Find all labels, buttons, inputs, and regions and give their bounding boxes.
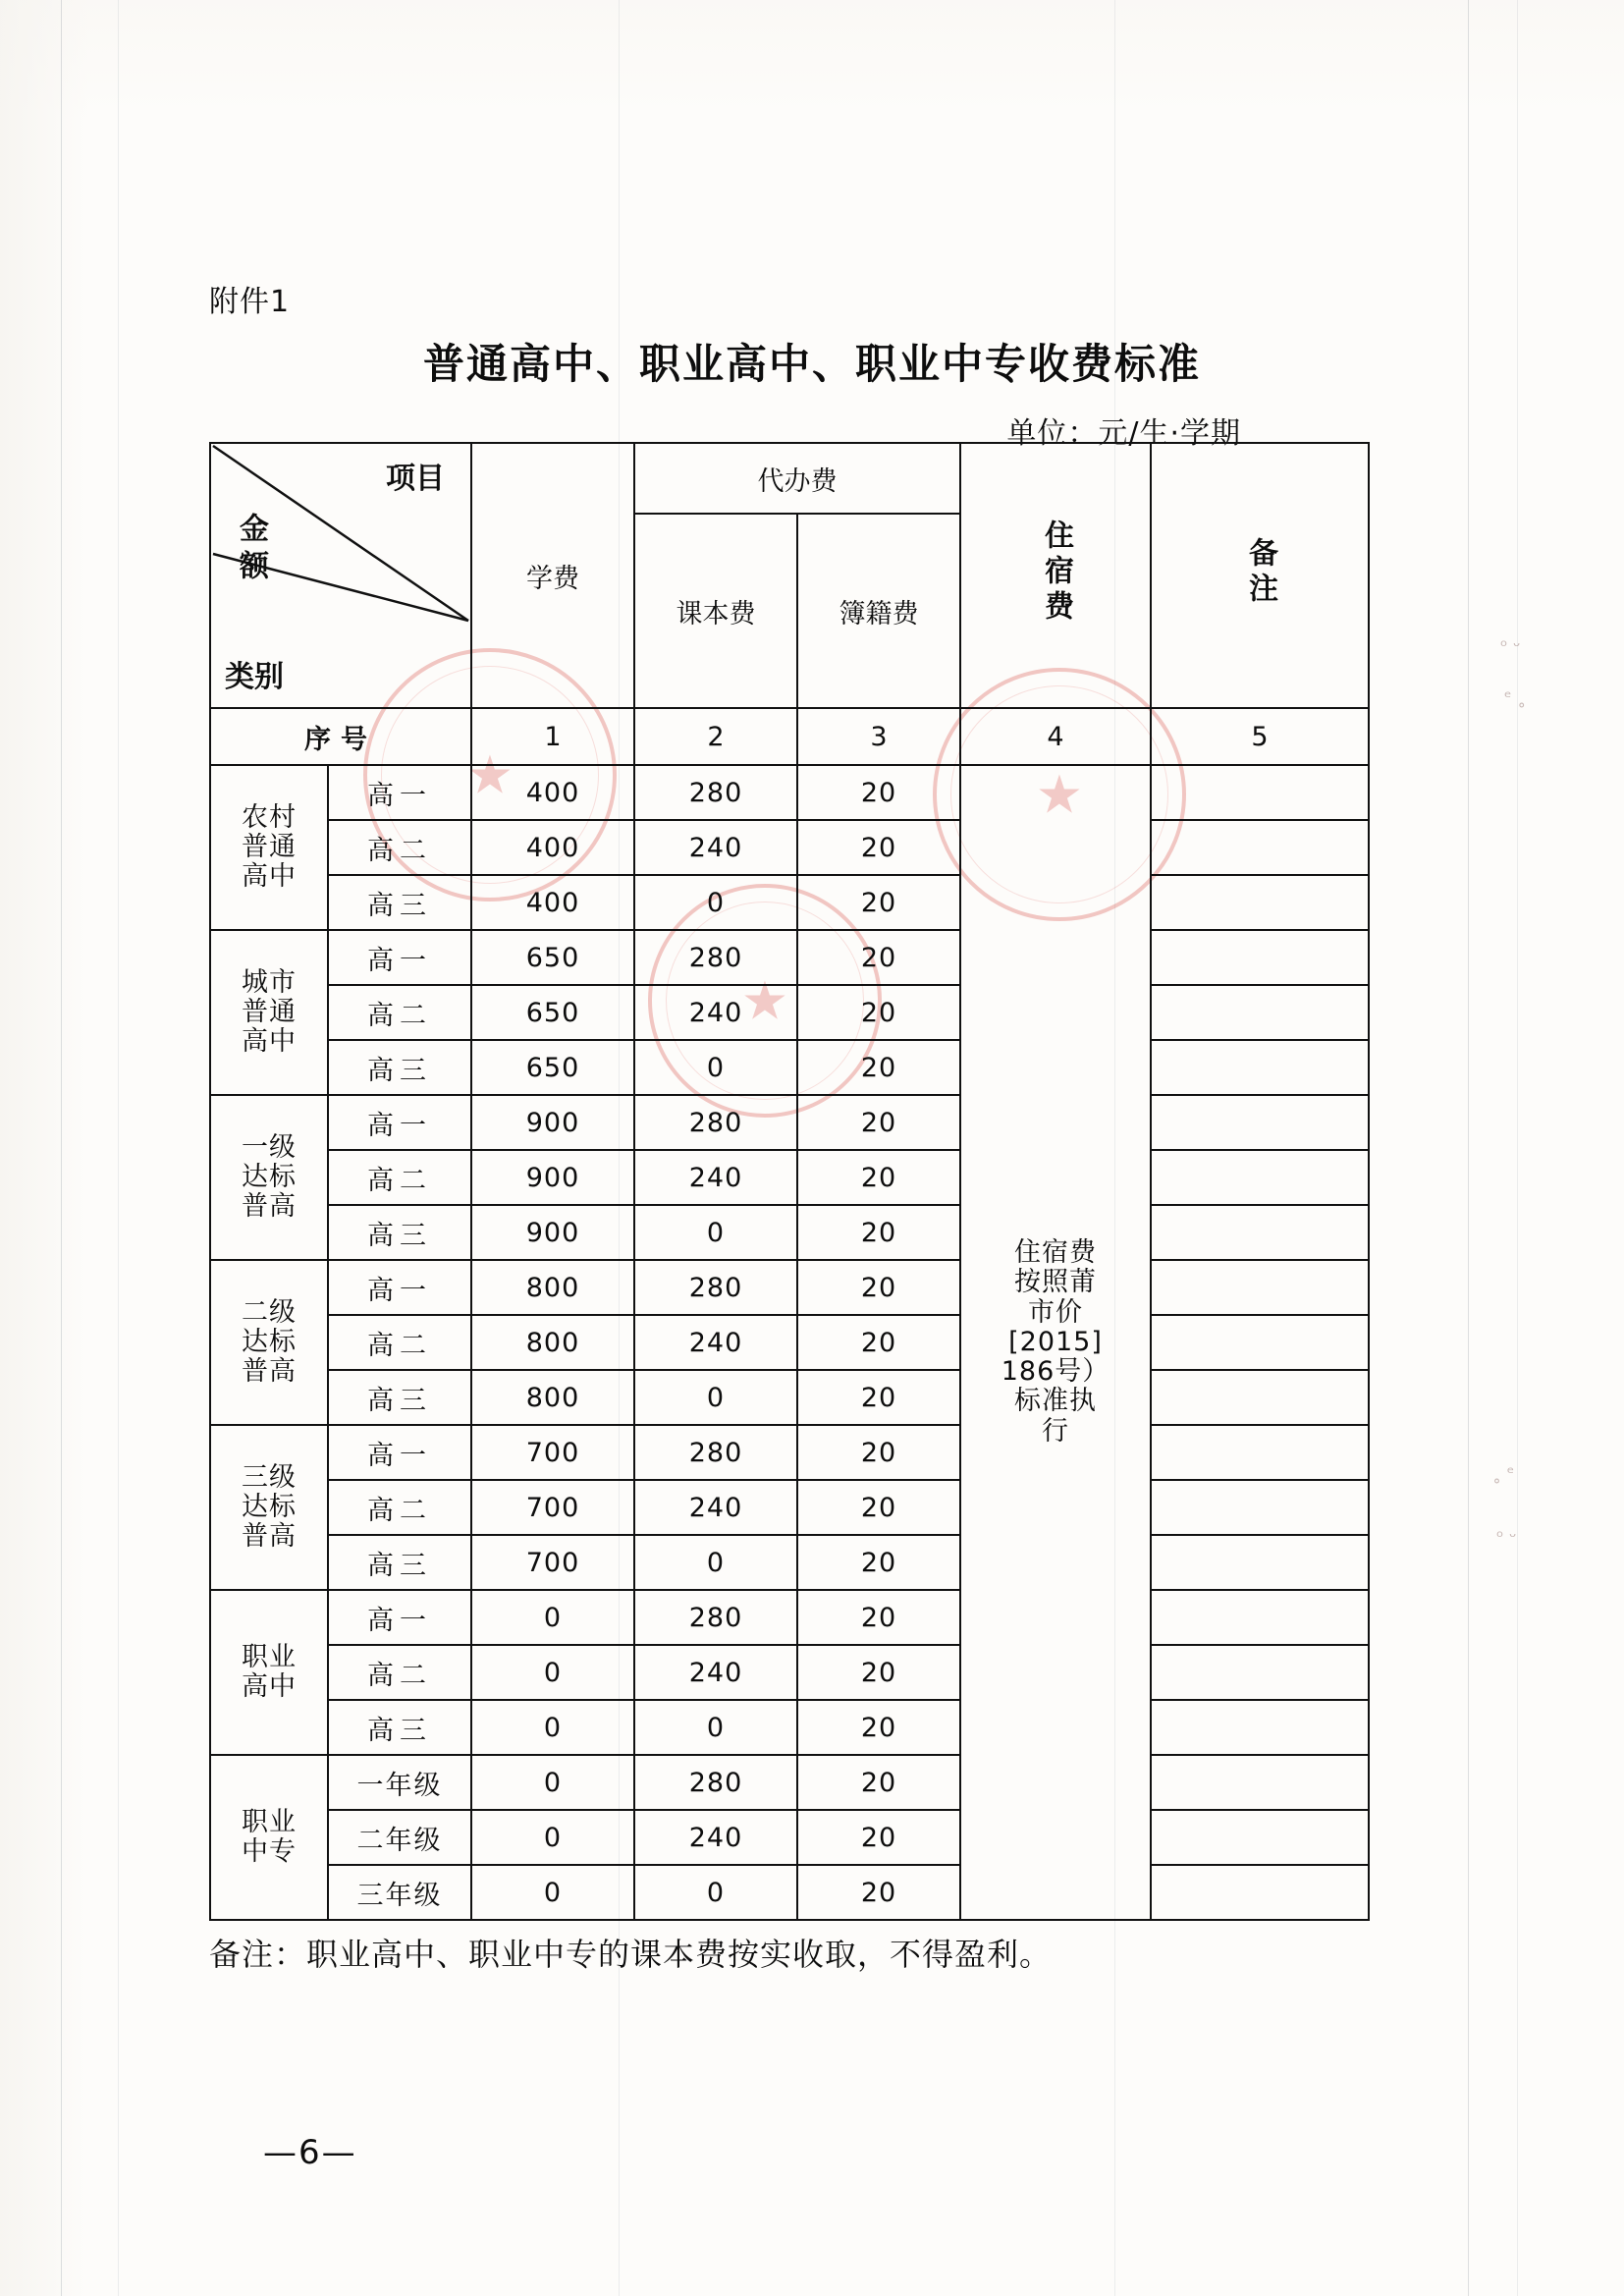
remark-cell xyxy=(1151,820,1369,875)
sequence-2: 2 xyxy=(634,708,797,765)
sequence-3: 3 xyxy=(797,708,960,765)
remark-cell xyxy=(1151,1315,1369,1370)
grade-cell: 高一 xyxy=(328,765,471,820)
textbook-cell: 280 xyxy=(634,1425,797,1480)
register-cell: 20 xyxy=(797,820,960,875)
grade-cell: 高一 xyxy=(328,930,471,985)
textbook-cell: 0 xyxy=(634,1040,797,1095)
table-row xyxy=(210,1315,1369,1370)
tuition-cell: 0 xyxy=(471,1865,634,1920)
table-row xyxy=(210,1205,1369,1260)
tuition-cell: 0 xyxy=(471,1590,634,1645)
remark-cell xyxy=(1151,1370,1369,1425)
table-row xyxy=(210,1535,1369,1590)
table-row xyxy=(210,1370,1369,1425)
table-row xyxy=(210,1095,1369,1150)
grade-cell: 高二 xyxy=(328,820,471,875)
register-cell: 20 xyxy=(797,1370,960,1425)
remark-cell xyxy=(1151,1150,1369,1205)
register-cell: 20 xyxy=(797,1700,960,1755)
grade-cell: 二年级 xyxy=(328,1810,471,1865)
remark-cell xyxy=(1151,1810,1369,1865)
register-cell: 20 xyxy=(797,1590,960,1645)
grade-cell: 高二 xyxy=(328,1645,471,1700)
grade-cell: 高三 xyxy=(328,1370,471,1425)
table-row xyxy=(210,875,1369,930)
tuition-cell: 700 xyxy=(471,1425,634,1480)
table-row xyxy=(210,1260,1369,1315)
textbook-cell: 240 xyxy=(634,1810,797,1865)
corner-amount-label: 金额 xyxy=(234,513,268,587)
table-row xyxy=(210,1645,1369,1700)
register-cell: 20 xyxy=(797,930,960,985)
remark-cell xyxy=(1151,1205,1369,1260)
grade-cell: 高一 xyxy=(328,1590,471,1645)
textbook-cell: 240 xyxy=(634,1645,797,1700)
remark-cell xyxy=(1151,930,1369,985)
register-cell: 20 xyxy=(797,1645,960,1700)
fee-standard-table xyxy=(209,442,1370,1921)
table-row xyxy=(210,1700,1369,1755)
remark-cell xyxy=(1151,1260,1369,1315)
grade-cell: 高三 xyxy=(328,1535,471,1590)
textbook-cell: 0 xyxy=(634,1370,797,1425)
remark-cell xyxy=(1151,985,1369,1040)
table-row xyxy=(210,1150,1369,1205)
remark-cell xyxy=(1151,1040,1369,1095)
textbook-cell: 280 xyxy=(634,765,797,820)
unit-note: 单位：元/生·学期 xyxy=(1006,416,1241,451)
corner-category-label: 类别 xyxy=(225,660,284,694)
grade-cell: 三年级 xyxy=(328,1865,471,1920)
sequence-label: 序号 xyxy=(210,708,471,765)
red-seal-stamp: ★ xyxy=(648,884,882,1118)
remark-cell xyxy=(1151,875,1369,930)
tuition-cell: 700 xyxy=(471,1480,634,1535)
sequence-5: 5 xyxy=(1151,708,1369,765)
textbook-cell: 240 xyxy=(634,1315,797,1370)
textbook-cell: 280 xyxy=(634,1260,797,1315)
page-title: 普通高中、职业高中、职业中专收费标准 xyxy=(422,340,1201,388)
table-row xyxy=(210,985,1369,1040)
tuition-cell: 900 xyxy=(471,1095,634,1150)
table-row xyxy=(210,1865,1369,1920)
grade-cell: 高三 xyxy=(328,1040,471,1095)
group-label-level3: 三级 达标 普高 xyxy=(210,1425,328,1590)
textbook-cell: 0 xyxy=(634,1205,797,1260)
textbook-cell: 280 xyxy=(634,1095,797,1150)
textbook-cell: 240 xyxy=(634,1150,797,1205)
header-register-fee: 簿籍费 xyxy=(797,514,960,708)
grade-cell: 高三 xyxy=(328,1700,471,1755)
corner-header-cell xyxy=(210,443,471,708)
table-row xyxy=(210,1590,1369,1645)
tuition-cell: 650 xyxy=(471,1040,634,1095)
register-cell: 20 xyxy=(797,765,960,820)
register-cell: 20 xyxy=(797,875,960,930)
grade-cell: 高二 xyxy=(328,1480,471,1535)
register-cell: 20 xyxy=(797,1480,960,1535)
table-row xyxy=(210,1755,1369,1810)
boarding-fee-note: 住宿费 按照莆 市价 [2015] 186号） 标准执 行 xyxy=(960,765,1151,1920)
register-cell: 20 xyxy=(797,1150,960,1205)
textbook-cell: 0 xyxy=(634,875,797,930)
tuition-cell: 900 xyxy=(471,1150,634,1205)
remark-cell xyxy=(1151,1755,1369,1810)
tuition-cell: 700 xyxy=(471,1535,634,1590)
table-row xyxy=(210,820,1369,875)
group-label-vocational-high: 职业 高中 xyxy=(210,1590,328,1755)
remark-cell xyxy=(1151,1865,1369,1920)
register-cell: 20 xyxy=(797,1095,960,1150)
tuition-cell: 0 xyxy=(471,1810,634,1865)
register-cell: 20 xyxy=(797,985,960,1040)
register-cell: 20 xyxy=(797,1755,960,1810)
fee-standard-table-wrapper xyxy=(209,442,1368,1921)
table-row xyxy=(210,765,1369,820)
textbook-cell: 280 xyxy=(634,930,797,985)
sequence-row xyxy=(210,708,1369,765)
sequence-1: 1 xyxy=(471,708,634,765)
tuition-cell: 650 xyxy=(471,930,634,985)
register-cell: 20 xyxy=(797,1535,960,1590)
header-textbook-fee: 课本费 xyxy=(634,514,797,708)
table-row xyxy=(210,930,1369,985)
textbook-cell: 280 xyxy=(634,1755,797,1810)
group-label-level2: 二级 达标 普高 xyxy=(210,1260,328,1425)
tuition-cell: 400 xyxy=(471,765,634,820)
textbook-cell: 0 xyxy=(634,1700,797,1755)
register-cell: 20 xyxy=(797,1260,960,1315)
tuition-cell: 900 xyxy=(471,1205,634,1260)
tuition-cell: 400 xyxy=(471,820,634,875)
remark-cell xyxy=(1151,1590,1369,1645)
remark-cell xyxy=(1151,1095,1369,1150)
tuition-cell: 400 xyxy=(471,875,634,930)
grade-cell: 高二 xyxy=(328,985,471,1040)
grade-cell: 高三 xyxy=(328,1205,471,1260)
remark-cell xyxy=(1151,1645,1369,1700)
red-seal-stamp: ★ xyxy=(363,648,617,902)
group-label-level1: 一级 达标 普高 xyxy=(210,1095,328,1260)
tuition-cell: 800 xyxy=(471,1260,634,1315)
header-tuition: 学费 xyxy=(471,443,634,708)
register-cell: 20 xyxy=(797,1865,960,1920)
corner-item-label: 项目 xyxy=(386,462,445,496)
register-cell: 20 xyxy=(797,1205,960,1260)
tuition-cell: 0 xyxy=(471,1755,634,1810)
grade-cell: 高二 xyxy=(328,1315,471,1370)
header-agency-fee: 代办费 xyxy=(634,443,960,514)
textbook-cell: 0 xyxy=(634,1535,797,1590)
tuition-cell: 800 xyxy=(471,1370,634,1425)
textbook-cell: 240 xyxy=(634,1480,797,1535)
grade-cell: 高二 xyxy=(328,1150,471,1205)
textbook-cell: 240 xyxy=(634,820,797,875)
register-cell: 20 xyxy=(797,1810,960,1865)
header-boarding-fee: 住宿费 xyxy=(960,443,1151,708)
red-seal-stamp: ★ xyxy=(933,668,1186,921)
grade-cell: 高一 xyxy=(328,1425,471,1480)
textbook-cell: 240 xyxy=(634,985,797,1040)
group-label-rural-general: 农村 普通 高中 xyxy=(210,765,328,930)
grade-cell: 高一 xyxy=(328,1095,471,1150)
table-row xyxy=(210,1810,1369,1865)
header-remark: 备注 xyxy=(1151,443,1369,708)
tuition-cell: 0 xyxy=(471,1645,634,1700)
remark-cell xyxy=(1151,1700,1369,1755)
grade-cell: 一年级 xyxy=(328,1755,471,1810)
tuition-cell: 650 xyxy=(471,985,634,1040)
tuition-cell: 0 xyxy=(471,1700,634,1755)
textbook-cell: 280 xyxy=(634,1590,797,1645)
grade-cell: 高三 xyxy=(328,875,471,930)
footer-note: 备注：职业高中、职业中专的课本费按实收取，不得盈利。 xyxy=(209,1936,1053,1973)
table-row xyxy=(210,1040,1369,1095)
register-cell: 20 xyxy=(797,1040,960,1095)
table-header-row xyxy=(210,443,1369,514)
register-cell: 20 xyxy=(797,1425,960,1480)
textbook-cell: 0 xyxy=(634,1865,797,1920)
table-row xyxy=(210,1480,1369,1535)
remark-cell xyxy=(1151,1425,1369,1480)
group-label-vocational-secondary: 职业 中专 xyxy=(210,1755,328,1920)
remark-cell xyxy=(1151,1480,1369,1535)
group-label-city-general: 城市 普通 高中 xyxy=(210,930,328,1095)
tuition-cell: 800 xyxy=(471,1315,634,1370)
table-row xyxy=(210,1425,1369,1480)
remark-cell xyxy=(1151,1535,1369,1590)
attachment-label: 附件1 xyxy=(209,285,291,319)
page-number: —6— xyxy=(263,2133,357,2172)
register-cell: 20 xyxy=(797,1315,960,1370)
sequence-4: 4 xyxy=(960,708,1151,765)
remark-cell xyxy=(1151,765,1369,820)
grade-cell: 高一 xyxy=(328,1260,471,1315)
